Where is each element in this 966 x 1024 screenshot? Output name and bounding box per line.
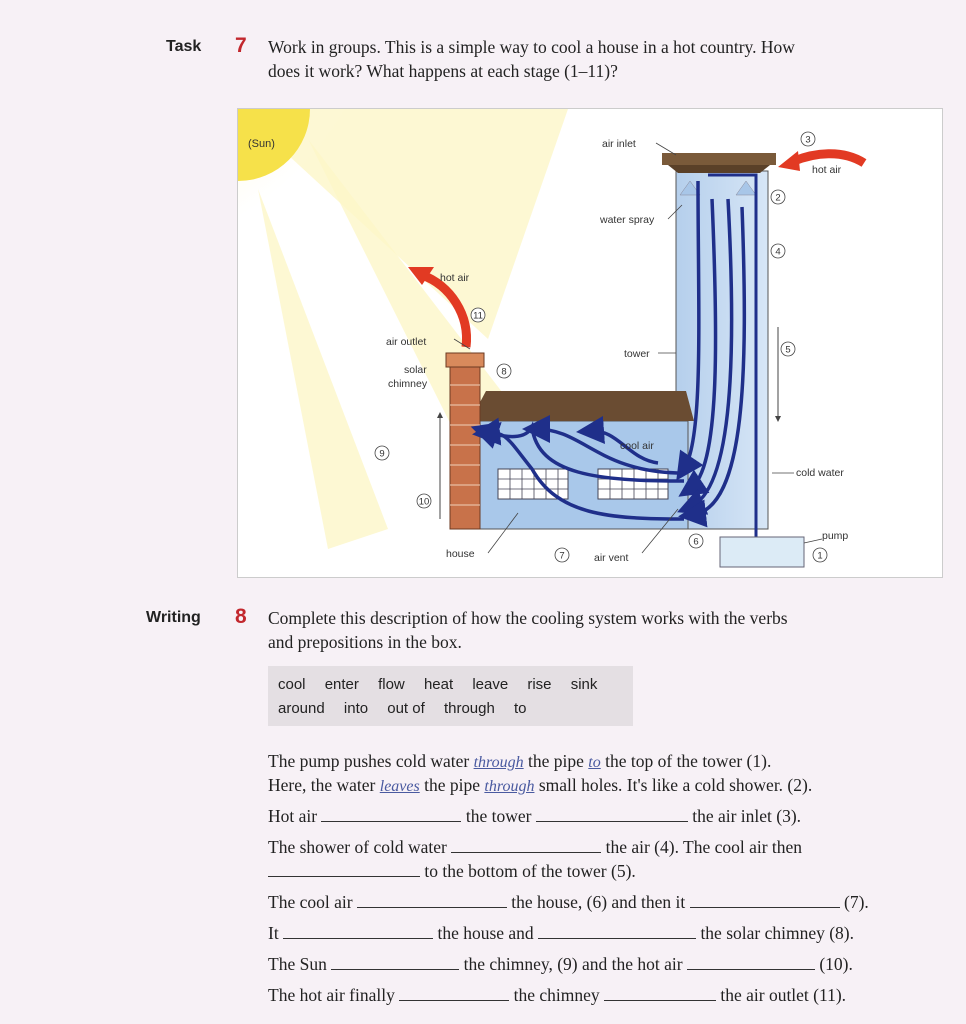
label-cool-air: cool air: [620, 440, 654, 452]
stage-7: 7: [559, 550, 565, 562]
word-item: leave: [472, 676, 509, 693]
label-solar-chimney: solar chimney: [388, 364, 428, 390]
answer-example: through: [484, 778, 535, 795]
stage-5: 5: [785, 344, 791, 356]
house-roof: [470, 391, 694, 421]
sun-label: (Sun): [248, 138, 275, 150]
answer-blank[interactable]: [687, 954, 815, 970]
tower-shape: [676, 171, 768, 529]
task-label: Task: [166, 38, 202, 55]
solar-chimney-shape: [446, 353, 484, 529]
description-line-9: The hot air finally the chimney the air outlet (11).: [268, 985, 847, 1005]
word-item: into: [343, 700, 369, 717]
stage-2: 2: [775, 192, 781, 204]
answer-blank[interactable]: [331, 954, 459, 970]
description-line-6: The cool air the house, (6) and then it (7).: [268, 892, 869, 912]
stage-8: 8: [501, 366, 507, 378]
description-line-4: The shower of cold water the air (4). The cool air then: [268, 837, 803, 857]
description-line-3: Hot air the tower the air inlet (3).: [268, 806, 802, 826]
answer-blank[interactable]: [604, 985, 716, 1001]
answer-blank[interactable]: [321, 806, 461, 822]
answer-example: through: [473, 754, 524, 771]
tower-roof: [662, 153, 776, 165]
label-air-inlet: air inlet: [602, 138, 636, 150]
description-line-7: It the house and the solar chimney (8).: [268, 923, 854, 943]
writing-prompt: [268, 606, 788, 654]
diagram-canvas: [238, 109, 942, 577]
stage-10: 10: [418, 496, 430, 508]
description-line-8: The Sun the chimney, (9) and the hot air (10).: [268, 954, 853, 974]
answer-blank[interactable]: [451, 837, 601, 853]
label-air-outlet: air outlet: [386, 336, 427, 348]
word-item: through: [443, 700, 495, 717]
stage-3: 3: [805, 134, 811, 146]
answer-blank[interactable]: [283, 923, 433, 939]
writing-label: Writing: [146, 609, 201, 626]
description-line-5: to the bottom of the tower (5).: [268, 861, 636, 882]
word-item: rise: [527, 676, 552, 693]
word-item: to: [514, 700, 527, 717]
stage-4: 4: [775, 246, 781, 258]
answer-example: leaves: [379, 778, 420, 795]
task-prompt-line-2: does it work? What happens at each stage (1–11)?: [268, 61, 618, 81]
label-air-vent: air vent: [594, 552, 629, 564]
pump-shape: [720, 537, 804, 567]
word-item: out of: [387, 700, 425, 717]
label-pump: pump: [822, 530, 849, 542]
answer-blank[interactable]: [357, 892, 507, 908]
answer-blank[interactable]: [690, 892, 840, 908]
word-item: enter: [324, 676, 359, 693]
word-item: heat: [423, 676, 454, 693]
label-cold-water: cold water: [796, 467, 844, 479]
description-line-1: The pump pushes cold water through the pipe to the top of the tower (1).: [268, 751, 772, 771]
answer-blank[interactable]: [268, 861, 420, 877]
answer-blank[interactable]: [536, 806, 688, 822]
label-water-spray: water spray: [600, 214, 655, 226]
label-tower: tower: [624, 348, 650, 360]
answer-blank[interactable]: [538, 923, 696, 939]
word-box: [268, 666, 633, 726]
house-window: [598, 469, 668, 499]
task-prompt-line-1: Work in groups. This is a simple way to cool a house in a hot country. How: [268, 37, 795, 57]
verb-list: [278, 676, 612, 693]
answer-example: to: [588, 754, 601, 771]
task-number: 7: [235, 34, 247, 57]
writing-number: 8: [235, 605, 247, 628]
preposition-list: [278, 700, 542, 717]
word-item: cool: [278, 676, 306, 693]
label-hot-air-left: hot air: [440, 272, 470, 284]
cooling-system-diagram: [237, 108, 943, 578]
label-house: house: [446, 548, 475, 560]
word-item: flow: [378, 676, 405, 693]
label-hot-air-top: hot air: [812, 164, 842, 176]
answer-blank[interactable]: [399, 985, 509, 1001]
stage-6: 6: [693, 536, 699, 548]
stage-11: 11: [473, 310, 483, 322]
word-item: sink: [570, 676, 598, 693]
stage-9: 9: [379, 448, 385, 460]
stage-1: 1: [817, 550, 823, 562]
writing-prompt-line-2: and prepositions in the box.: [268, 632, 462, 652]
task-prompt: [268, 35, 795, 83]
writing-prompt-line-1: Complete this description of how the cooling system works with the verbs: [268, 608, 788, 628]
word-item: around: [278, 700, 325, 717]
description-line-2: Here, the water leaves the pipe through small holes. It's like a cold shower. (2).: [268, 775, 813, 795]
